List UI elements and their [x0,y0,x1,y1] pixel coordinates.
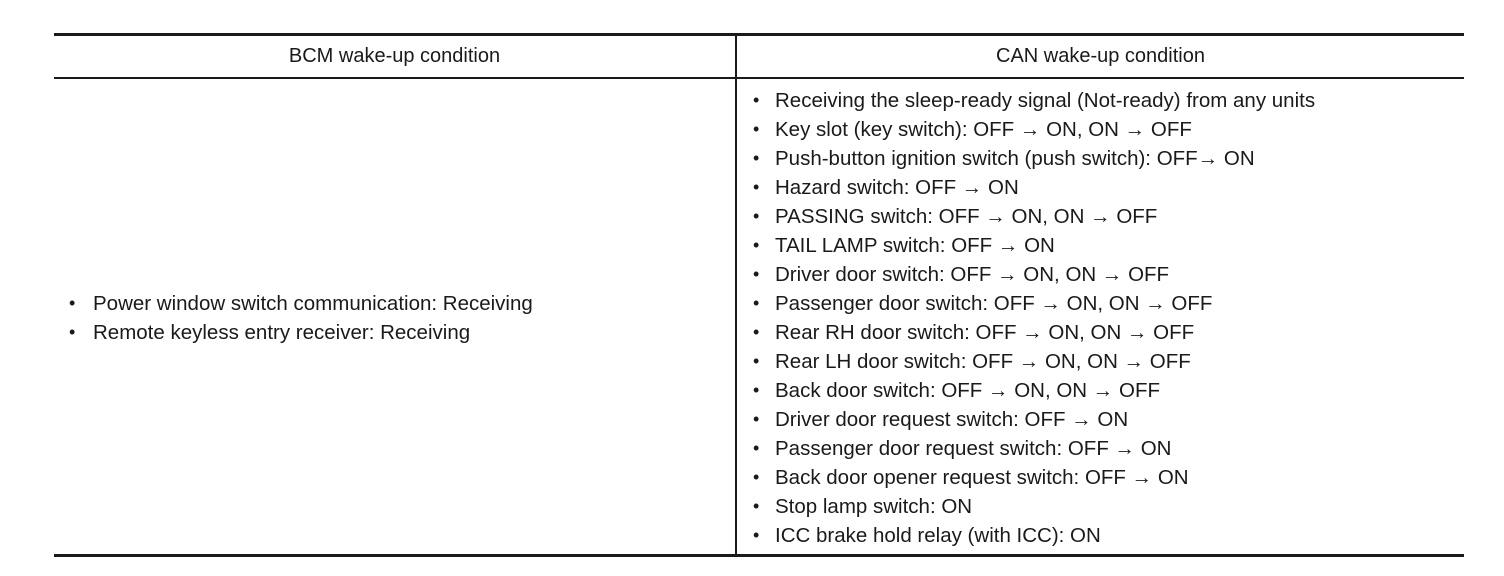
list-item-text: Back door switch: OFF → ON, ON → OFF [775,379,1160,402]
list-item-text: Remote keyless entry receiver: Receiving [93,321,471,344]
list-item-text: PASSING switch: OFF → ON, ON → OFF [775,205,1158,228]
list-item [737,521,1464,550]
list-item-text: Passenger door request switch: OFF → ON [775,437,1172,460]
bullet-icon: • [753,264,760,284]
bullet-icon: • [753,525,760,545]
bullet-icon: • [753,467,760,487]
bcm-conditions-cell [54,79,735,557]
bullet-icon: • [753,177,760,197]
list-item-text: Key slot (key switch): OFF → ON, ON → OFF [775,118,1192,141]
bullet-icon: • [753,148,760,168]
list-item-text: ICC brake hold relay (with ICC): ON [775,524,1101,547]
list-item [737,173,1464,202]
bullet-icon: • [753,322,760,342]
list-item-text: Push-button ignition switch (push switch): OFF→ ON [775,147,1255,170]
list-item-text: Power window switch communication: Receiving [93,292,533,315]
list-item [737,86,1464,115]
list-item-text: TAIL LAMP switch: OFF → ON [775,234,1055,257]
list-item [737,492,1464,521]
list-item [737,347,1464,376]
bullet-icon: • [753,90,760,110]
list-item-text: Driver door switch: OFF → ON, ON → OFF [775,263,1170,286]
list-item [54,318,735,347]
list-item-text: Stop lamp switch: ON [775,495,973,518]
list-item [737,115,1464,144]
can-conditions-list [737,86,1464,550]
can-conditions-cell [737,86,1464,550]
list-item [737,289,1464,318]
bullet-icon: • [753,206,760,226]
bullet-icon: • [753,119,760,139]
list-item [737,144,1464,173]
list-item [737,318,1464,347]
bullet-icon: • [753,380,760,400]
list-item [737,434,1464,463]
bullet-icon: • [753,293,760,313]
header-can-wake-up: CAN wake-up condition [996,45,1205,67]
table-header-row [54,36,1464,79]
bullet-icon: • [753,235,760,255]
list-item-text: Passenger door switch: OFF → ON, ON → OFF [775,292,1213,315]
bullet-icon: • [753,496,760,516]
list-item-text: Receiving the sleep-ready signal (Not-ready) from any units [775,89,1316,112]
bullet-icon: • [753,438,760,458]
wake-up-condition-table [54,33,1464,557]
bcm-conditions-list [54,289,735,347]
list-item [737,231,1464,260]
list-item-text: Hazard switch: OFF → ON [775,176,1019,199]
bullet-icon: • [69,293,76,313]
header-bcm-wake-up: BCM wake-up condition [288,45,501,67]
list-item [737,260,1464,289]
bullet-icon: • [753,409,760,429]
bullet-icon: • [753,351,760,371]
bullet-icon: • [69,322,76,342]
list-item [737,376,1464,405]
list-item-text: Back door opener request switch: OFF → ON [775,466,1189,489]
list-item [54,289,735,318]
list-item-text: Rear RH door switch: OFF → ON, ON → OFF [775,321,1195,344]
list-item-text: Driver door request switch: OFF → ON [775,408,1129,431]
list-item-text: Rear LH door switch: OFF → ON, ON → OFF [775,350,1191,373]
list-item [737,202,1464,231]
list-item [737,463,1464,492]
list-item [737,405,1464,434]
